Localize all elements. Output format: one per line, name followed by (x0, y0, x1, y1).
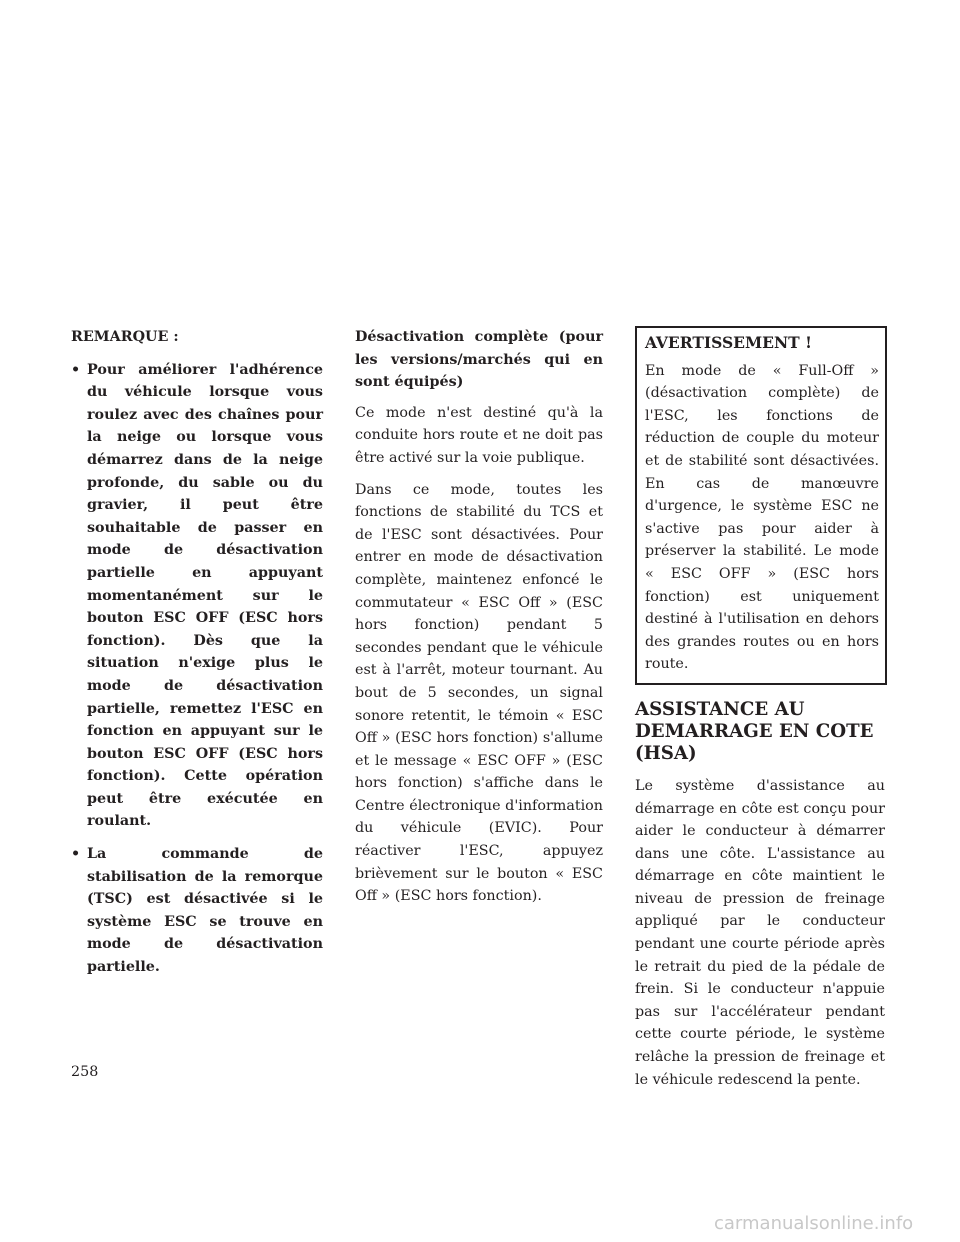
note-bullet-item (71, 359, 323, 833)
page-number: 258 (71, 1064, 99, 1080)
middle-column (355, 326, 603, 917)
hsa-section-text: Le système d'assistance au démarrage en côte est conçu pour aider le conducteur à démarrer dans une côte. L'assistance au démarrage en côte maintient le niveau de pression de freinage appliqué par le conducteur pendant une courte période après le retrait du pied de la pédale de frein. Si le conducteur n'appuie pas sur l'accélérateur pendant cette courte période, le système relâche la pression de freinage et le véhicule redescend la pente. (635, 777, 885, 1088)
full-off-paragraph-2: Dans ce mode, toutes les fonctions de stabilité du TCS et de l'ESC sont désactivées. Pour entrer en mode de désactivation complète, maintenez enfoncé le commutateur « ESC Off » (ESC hors fonction) pendant 5 secondes pendant que le véhicule est à l'arrêt, moteur tournant. Au bout de 5 secondes, un signal sonore retentit, le témoin « ESC Off » (ESC hors fonction) s'allume et le message « ESC OFF » (ESC hors fonction) s'affiche dans le Centre électronique d'information du véhicule (EVIC). Pour réactiver l'ESC, appuyez brièvement sur le bouton « ESC Off » (ESC hors fonction). (355, 481, 603, 905)
full-off-paragraph-1: Ce mode n'est destiné qu'à la conduite hors route et ne doit pas être activé sur la voie publique. (355, 404, 603, 466)
note-label: REMARQUE : (71, 329, 179, 345)
note-bullet-list (71, 359, 323, 979)
note-bullet-text: Pour améliorer l'adhérence du véhicule lorsque vous roulez avec des chaînes pour la neige ou lorsque vous démarrez dans de la neige profonde, du sable ou du gravier, il peut être souhaitable de passer en mode de désactivation partielle en appuyant momentanément sur le bouton ESC OFF (ESC hors fonction). Dès que la situation n'exige plus le mode de désactivation partielle, remettez l'ESC en fonction en appuyant sur le bouton ESC OFF (ESC hors fonction). Cette opération peut être exécutée en roulant. (87, 361, 323, 830)
warning-title: AVERTISSEMENT ! (645, 333, 812, 352)
warning-box (635, 326, 887, 685)
full-off-subheading: Désactivation complète (pour les versions/marchés qui en sont équipés) (355, 329, 603, 391)
watermark: carmanualsonline.info (714, 1213, 914, 1234)
hsa-section-heading: ASSISTANCE AU DEMARRAGE EN COTE (HSA) (635, 698, 874, 764)
note-bullet-item (71, 843, 323, 979)
note-bullet-text: La commande de stabilisation de la remorque (TSC) est désactivée si le système ESC se trouve en mode de désactivation partielle. (87, 846, 323, 976)
warning-text: En mode de « Full-Off » (désactivation complète) de l'ESC, les fonctions de réduction de couple du moteur et de stabilité sont désactivées. En cas de manœuvre d'urgence, le système ESC ne s'active pas pour aider à préserver la stabilité. Le mode « ESC OFF » (ESC hors fonction) est uniquement destiné à l'utilisation en dehors des grandes routes ou en hors route. (645, 362, 879, 673)
bullet-icon: • (71, 846, 81, 863)
left-column (71, 326, 323, 989)
bullet-icon: • (71, 361, 81, 378)
right-column (635, 326, 885, 1100)
